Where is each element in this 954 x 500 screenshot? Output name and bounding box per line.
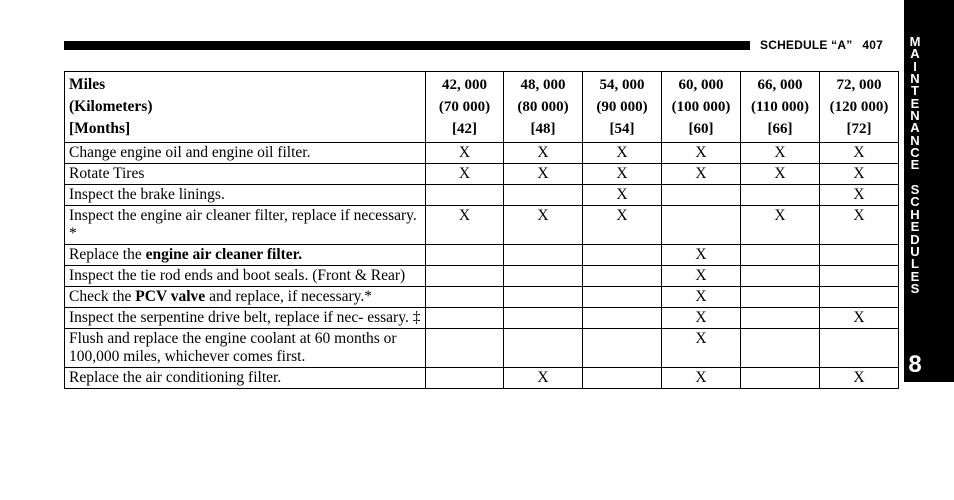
empty-cell xyxy=(426,287,504,308)
header-col-72k xyxy=(820,72,899,143)
empty-cell xyxy=(583,368,662,389)
header-kilometers: (Kilometers) xyxy=(69,98,153,115)
km-value: (80 000) xyxy=(517,99,569,115)
task-text: Replace the air conditioning filter. xyxy=(69,369,282,386)
task-text: Inspect the tie rod ends and boot seals. (Front & Rear) xyxy=(69,267,406,284)
service-task xyxy=(65,329,426,368)
page-number: 407 xyxy=(862,38,884,52)
months-value: [60] xyxy=(688,121,714,137)
empty-cell xyxy=(662,185,741,206)
service-task xyxy=(65,266,426,287)
side-tab-letter: M xyxy=(909,34,921,49)
months-value: [72] xyxy=(846,121,872,137)
side-tab-letter: D xyxy=(910,231,920,247)
task-text-bold: engine air cleaner filter. xyxy=(145,246,303,263)
service-task xyxy=(65,368,426,389)
service-mark-cell: X xyxy=(426,206,504,245)
side-tab-letter: N xyxy=(910,71,920,87)
service-mark-cell: X xyxy=(741,206,820,245)
miles-value: 72, 000 xyxy=(836,77,882,93)
empty-cell xyxy=(504,287,583,308)
empty-cell xyxy=(583,266,662,287)
side-tab-letter: C xyxy=(910,145,920,161)
side-tab-letter: S xyxy=(910,280,920,296)
side-tab-letter: A xyxy=(910,46,920,62)
table-body xyxy=(65,143,899,389)
km-value: (70 000) xyxy=(438,99,491,115)
empty-cell xyxy=(504,245,583,266)
miles-value: 48, 000 xyxy=(520,77,566,93)
header-col-60k xyxy=(662,72,741,143)
page-header xyxy=(760,38,883,52)
header-months: [Months] xyxy=(69,120,131,137)
empty-cell xyxy=(426,329,504,368)
side-tab-letter: A xyxy=(910,120,920,136)
service-task xyxy=(65,185,426,206)
empty-cell xyxy=(741,266,820,287)
empty-cell xyxy=(583,308,662,329)
side-tab-letter: H xyxy=(910,206,920,222)
empty-cell xyxy=(426,266,504,287)
service-task xyxy=(65,143,426,164)
task-text: Change engine oil and engine oil filter. xyxy=(69,144,311,161)
empty-cell xyxy=(426,185,504,206)
service-mark-cell: X xyxy=(504,143,583,164)
task-text: Replace the xyxy=(69,246,146,263)
service-mark-cell: X xyxy=(426,164,504,185)
service-mark-cell: X xyxy=(662,287,741,308)
service-task xyxy=(65,164,426,185)
task-text: Rotate Tires xyxy=(69,165,145,182)
empty-cell xyxy=(504,308,583,329)
months-value: [54] xyxy=(609,121,635,137)
side-tab-letter: T xyxy=(911,83,919,99)
side-tab-letter: I xyxy=(913,58,917,74)
side-tab-letter: E xyxy=(910,95,920,111)
empty-cell xyxy=(741,245,820,266)
task-text: Flush and replace the engine coolant at 60 months or 100,000 miles, whichever comes first. xyxy=(69,330,397,365)
task-text-suffix: and replace, if necessary.* xyxy=(205,288,373,305)
service-mark-cell: X xyxy=(662,329,741,368)
km-value: (100 000) xyxy=(671,99,731,115)
service-mark-cell: X xyxy=(426,143,504,164)
miles-value: 66, 000 xyxy=(757,77,803,93)
table-row xyxy=(65,368,899,389)
service-mark-cell: X xyxy=(662,143,741,164)
table-row xyxy=(65,308,899,329)
service-task xyxy=(65,308,426,329)
service-mark-cell: X xyxy=(662,368,741,389)
table-row xyxy=(65,329,899,368)
service-mark-cell: X xyxy=(741,164,820,185)
table-row xyxy=(65,266,899,287)
service-task xyxy=(65,287,426,308)
service-mark-cell: X xyxy=(504,164,583,185)
side-tab-letter: E xyxy=(910,268,920,284)
km-value: (120 000) xyxy=(829,99,889,115)
empty-cell xyxy=(741,185,820,206)
service-mark-cell: X xyxy=(820,143,899,164)
service-mark-cell: X xyxy=(662,164,741,185)
table-row xyxy=(65,185,899,206)
service-mark-cell: X xyxy=(583,143,662,164)
task-text: Inspect the brake linings. xyxy=(69,186,225,203)
chapter-side-tab xyxy=(904,0,954,382)
service-mark-cell: X xyxy=(741,143,820,164)
side-tab-letter: E xyxy=(910,219,920,235)
table-row xyxy=(65,287,899,308)
service-mark-cell: X xyxy=(820,206,899,245)
table-header-row xyxy=(65,72,899,143)
empty-cell xyxy=(583,287,662,308)
table-row xyxy=(65,245,899,266)
empty-cell xyxy=(426,308,504,329)
side-tab-letter: N xyxy=(910,108,920,124)
maintenance-schedule-table xyxy=(64,71,899,389)
service-mark-cell: X xyxy=(820,368,899,389)
table-row xyxy=(65,164,899,185)
table-row xyxy=(65,206,899,245)
header-miles: Miles xyxy=(69,76,106,93)
service-mark-cell: X xyxy=(662,266,741,287)
empty-cell xyxy=(504,329,583,368)
service-mark-cell: X xyxy=(820,185,899,206)
empty-cell xyxy=(583,245,662,266)
schedule-title: SCHEDULE “A” xyxy=(760,38,853,52)
header-rule xyxy=(64,41,750,50)
service-task xyxy=(65,245,426,266)
header-col-48k xyxy=(504,72,583,143)
side-tab-letter: C xyxy=(910,194,920,210)
empty-cell xyxy=(820,329,899,368)
empty-cell xyxy=(426,368,504,389)
service-mark-cell: X xyxy=(583,206,662,245)
empty-cell xyxy=(583,329,662,368)
empty-cell xyxy=(820,266,899,287)
months-value: [42] xyxy=(452,121,477,137)
task-text: Inspect the engine air cleaner filter, replace if necessary. * xyxy=(69,207,417,242)
service-mark-cell: X xyxy=(820,164,899,185)
empty-cell xyxy=(741,368,820,389)
empty-cell xyxy=(741,308,820,329)
miles-value: 60, 000 xyxy=(678,77,724,93)
empty-cell xyxy=(741,329,820,368)
chapter-number: 8 xyxy=(908,351,922,378)
service-mark-cell: X xyxy=(583,185,662,206)
km-value: (110 000) xyxy=(751,99,809,115)
header-interval-label xyxy=(65,72,426,143)
empty-cell xyxy=(741,287,820,308)
side-tab-letter: E xyxy=(910,157,920,173)
empty-cell xyxy=(820,287,899,308)
service-task xyxy=(65,206,426,245)
empty-cell xyxy=(504,185,583,206)
side-tab-letter: S xyxy=(910,182,920,198)
service-mark-cell: X xyxy=(504,206,583,245)
header-col-66k xyxy=(741,72,820,143)
service-mark-cell: X xyxy=(820,308,899,329)
empty-cell xyxy=(426,245,504,266)
service-mark-cell: X xyxy=(583,164,662,185)
empty-cell xyxy=(504,266,583,287)
table-row xyxy=(65,143,899,164)
side-tab-letter: L xyxy=(911,256,919,272)
task-text: Inspect the serpentine drive belt, replace if nec- essary. ‡ xyxy=(69,309,421,326)
miles-value: 54, 000 xyxy=(599,77,645,93)
service-mark-cell: X xyxy=(504,368,583,389)
service-mark-cell: X xyxy=(662,308,741,329)
header-col-42k xyxy=(426,72,504,143)
task-text-bold: PCV valve xyxy=(135,288,206,305)
header-col-54k xyxy=(583,72,662,143)
service-mark-cell: X xyxy=(662,245,741,266)
empty-cell xyxy=(662,206,741,245)
miles-value: 42, 000 xyxy=(442,77,487,93)
months-value: [66] xyxy=(767,121,793,137)
side-tab-letter: U xyxy=(910,243,920,259)
side-tab-letter: N xyxy=(910,132,920,148)
task-text: Check the xyxy=(69,288,136,305)
empty-cell xyxy=(820,245,899,266)
km-value: (90 000) xyxy=(596,99,648,115)
months-value: [48] xyxy=(530,121,556,137)
side-tab-letters xyxy=(904,36,926,295)
